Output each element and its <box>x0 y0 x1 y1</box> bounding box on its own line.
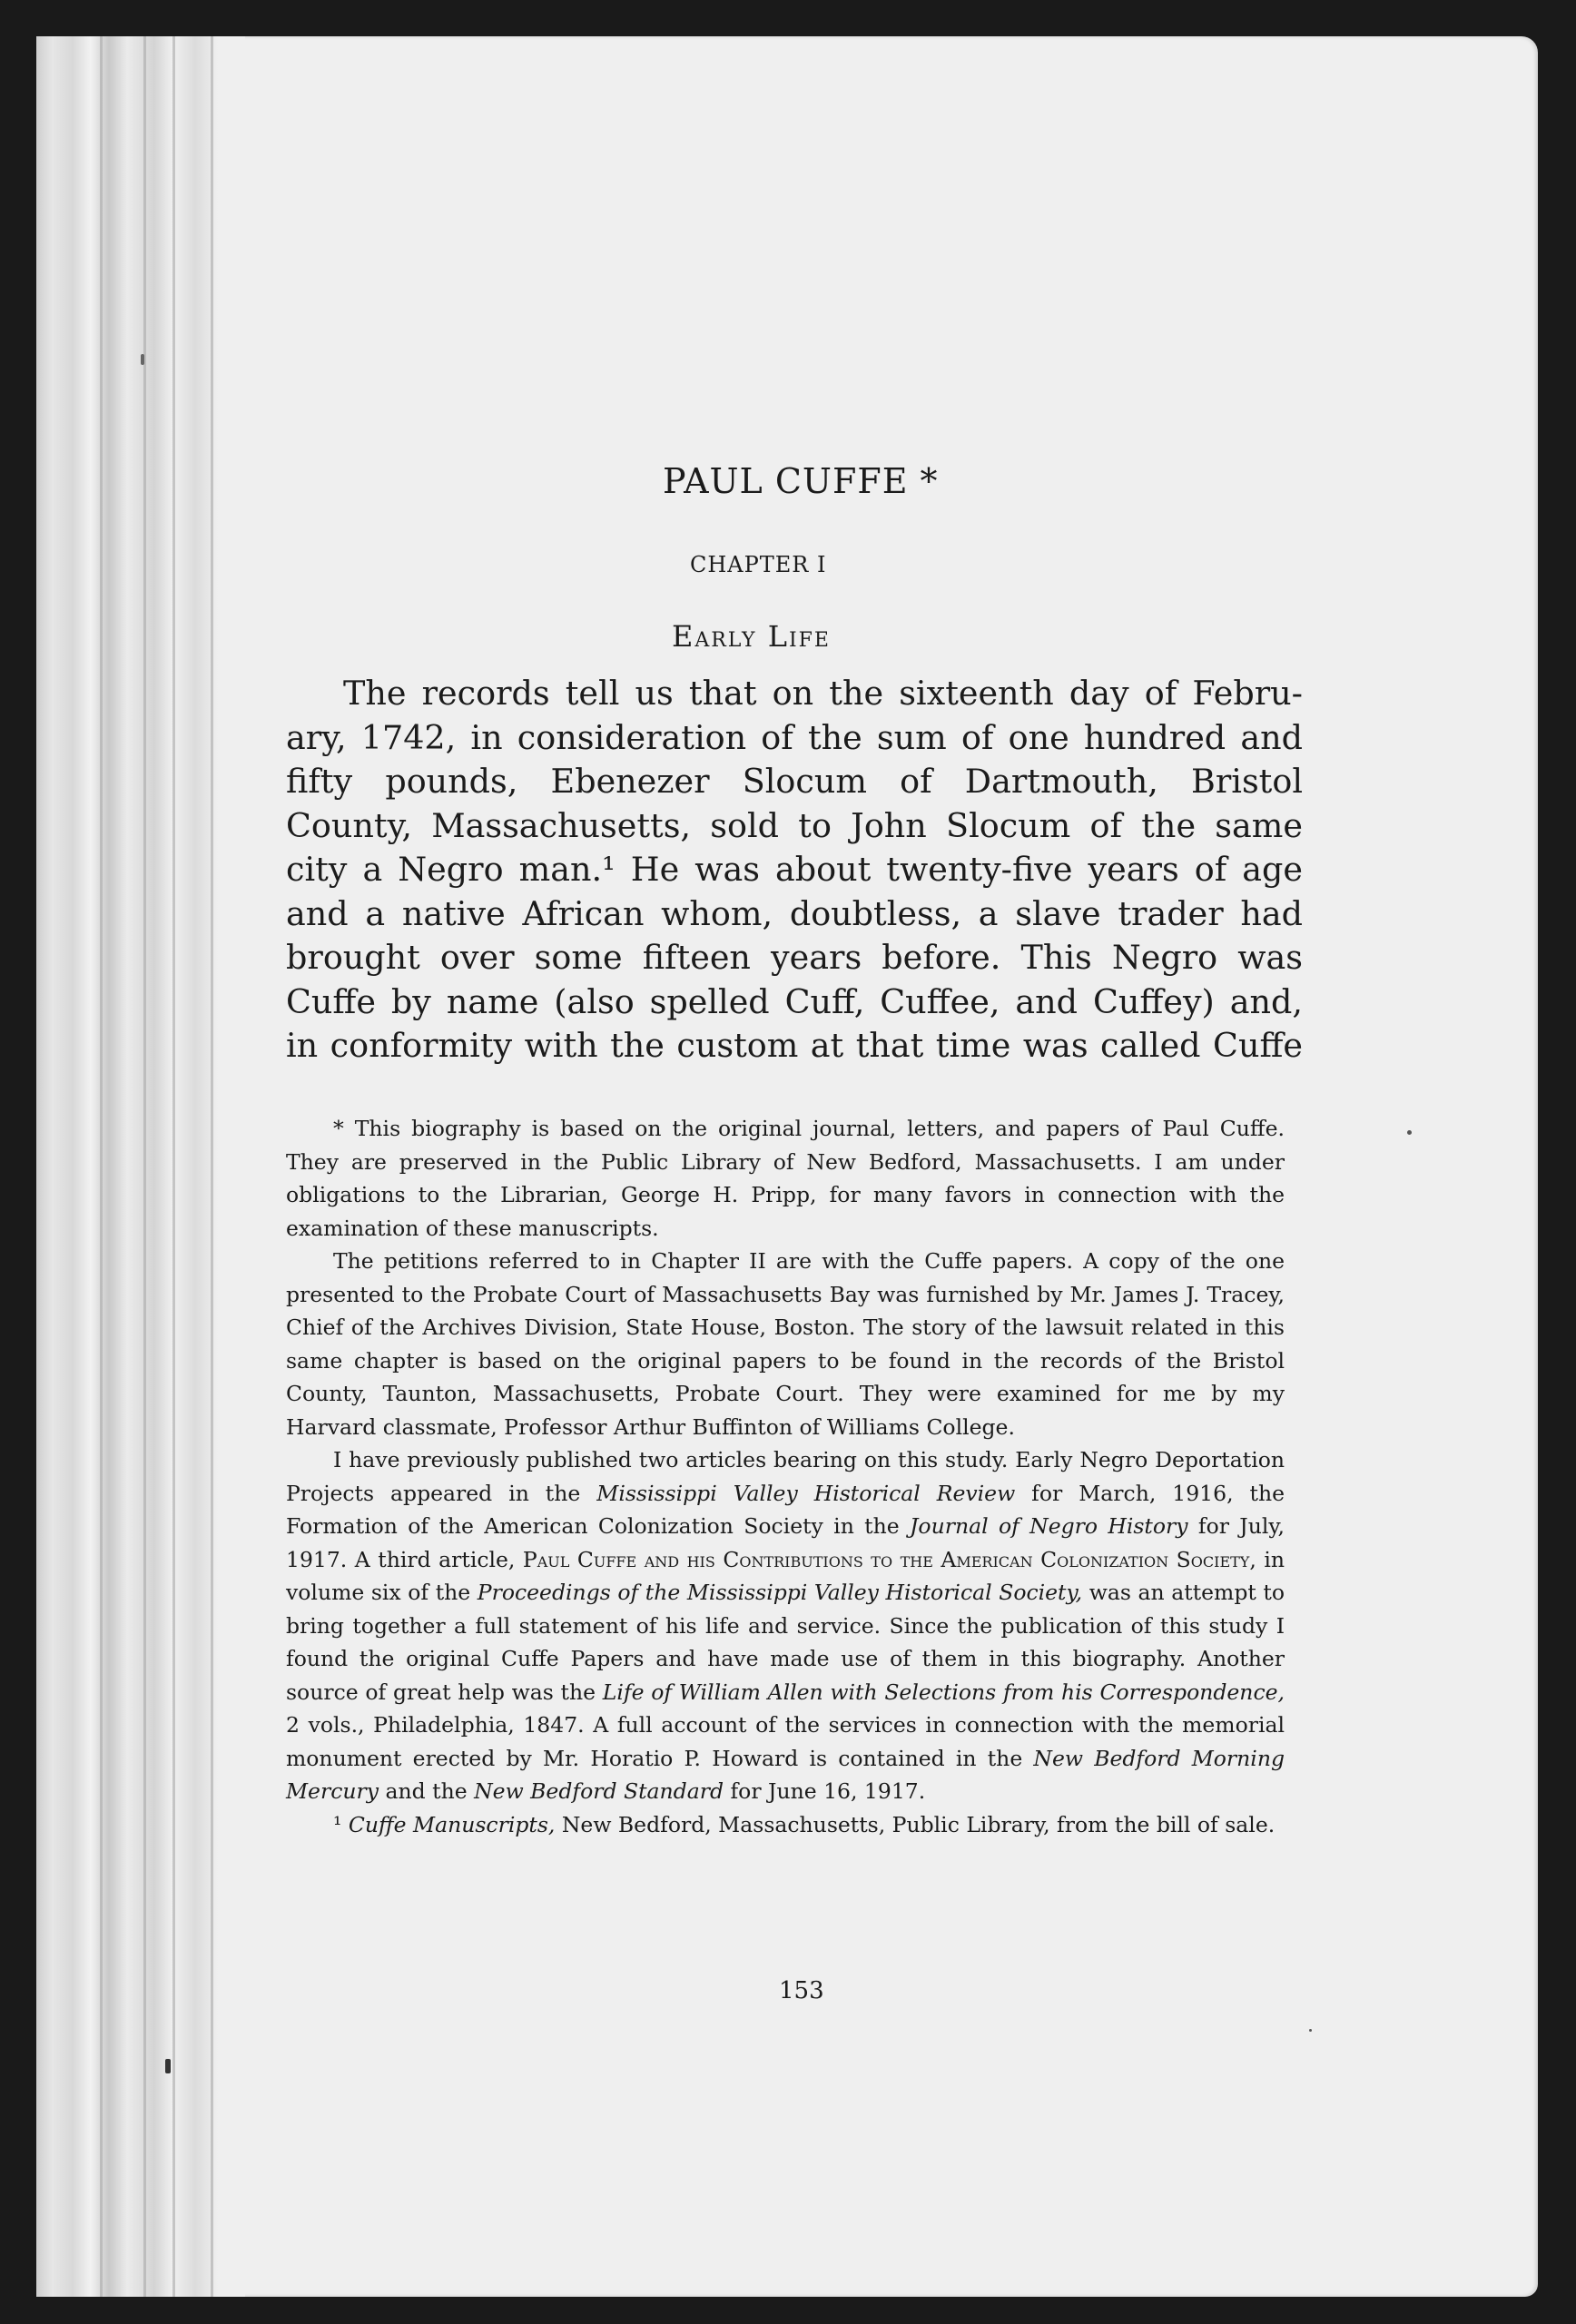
footnote-previous-articles: I have previously published two articles bearing on this study. Early Negro Deportation Projects appeared in the Mississippi Valley Historical Review for March, 1916, the Formation of the American Colonization Society in the Journal of Negro History for July, 1917. A third article, Paul Cuffe and his Contributions to the American Colonization Society, in volume six of the Proceedings of the Mississippi Valley Historical Society, was an attempt to bring together a full statement of his life and service. Since the publication of this study I found the original Cuffe Papers and have made use of them in this biography. Another source of great help was the Life of William Allen with Selections from his Correspondence, 2 vols., Philadelphia, 1847. A full account of the services in connection with the memorial monument erected by Mr. Horatio P. Howard is contained in the New Bedford Morning Mercury and the New Bedford Standard for June 16, 1917. <box>286 1447 1285 1804</box>
body-line: ary, 1742, in consideration of the sum of one hundred and <box>286 717 1303 757</box>
footnotes <box>286 1112 1285 1841</box>
book-page <box>36 36 1538 2297</box>
footnote-biography-source: * This biography is based on the original journal, letters, and papers of Paul Cuffe. They are preserved in the Public Library of New Bedford, Massachusetts. I am under obligations to the Librarian, George H. Pripp, for many favors in connection with the examination of these manuscripts. <box>286 1116 1285 1241</box>
chapter-heading: CHAPTER I <box>690 552 827 577</box>
body-line: County, Massachusetts, sold to John Slocum of the same <box>286 805 1303 845</box>
body-line: Cuffe by name (also spelled Cuff, Cuffee, and Cuffey) and, <box>286 981 1303 1021</box>
body-line: brought over some fifteen years before. This Negro was <box>286 938 1303 977</box>
body-line: fifty pounds, Ebenezer Slocum of Dartmouth, Bristol <box>286 762 1303 801</box>
page-content <box>36 36 1538 2297</box>
section-heading: Early Life <box>672 619 831 654</box>
footnote-petitions: The petitions referred to in Chapter II are with the Cuffe papers. A copy of the one presented to the Probate Court of Massachusetts Bay was furnished by Mr. James J. Tracey, Chief of the Archives Division, State House, Boston. The story of the lawsuit related in this same chapter is based on the original papers to be found in the records of the Bristol County, Taunton, Massachusetts, Probate Court. They were examined for me by my Harvard classmate, Professor Arthur Buffinton of Williams College. <box>286 1248 1285 1440</box>
body-line: The records tell us that on the sixteenth day of Febru- <box>343 674 1303 713</box>
body-line: city a Negro man.¹ He was about twenty-five years of age <box>286 850 1303 889</box>
page-title: PAUL CUFFE * <box>663 461 939 501</box>
body-paragraph <box>286 672 1303 1068</box>
page-number: 153 <box>779 1977 824 2004</box>
body-line: and a native African whom, doubtless, a slave trader had <box>286 893 1303 933</box>
body-line: in conformity with the custom at that time was called Cuffe <box>286 1026 1303 1065</box>
footnote-bill-of-sale: ¹ Cuffe Manuscripts, New Bedford, Massachusetts, Public Library, from the bill of sale. <box>333 1811 1276 1837</box>
